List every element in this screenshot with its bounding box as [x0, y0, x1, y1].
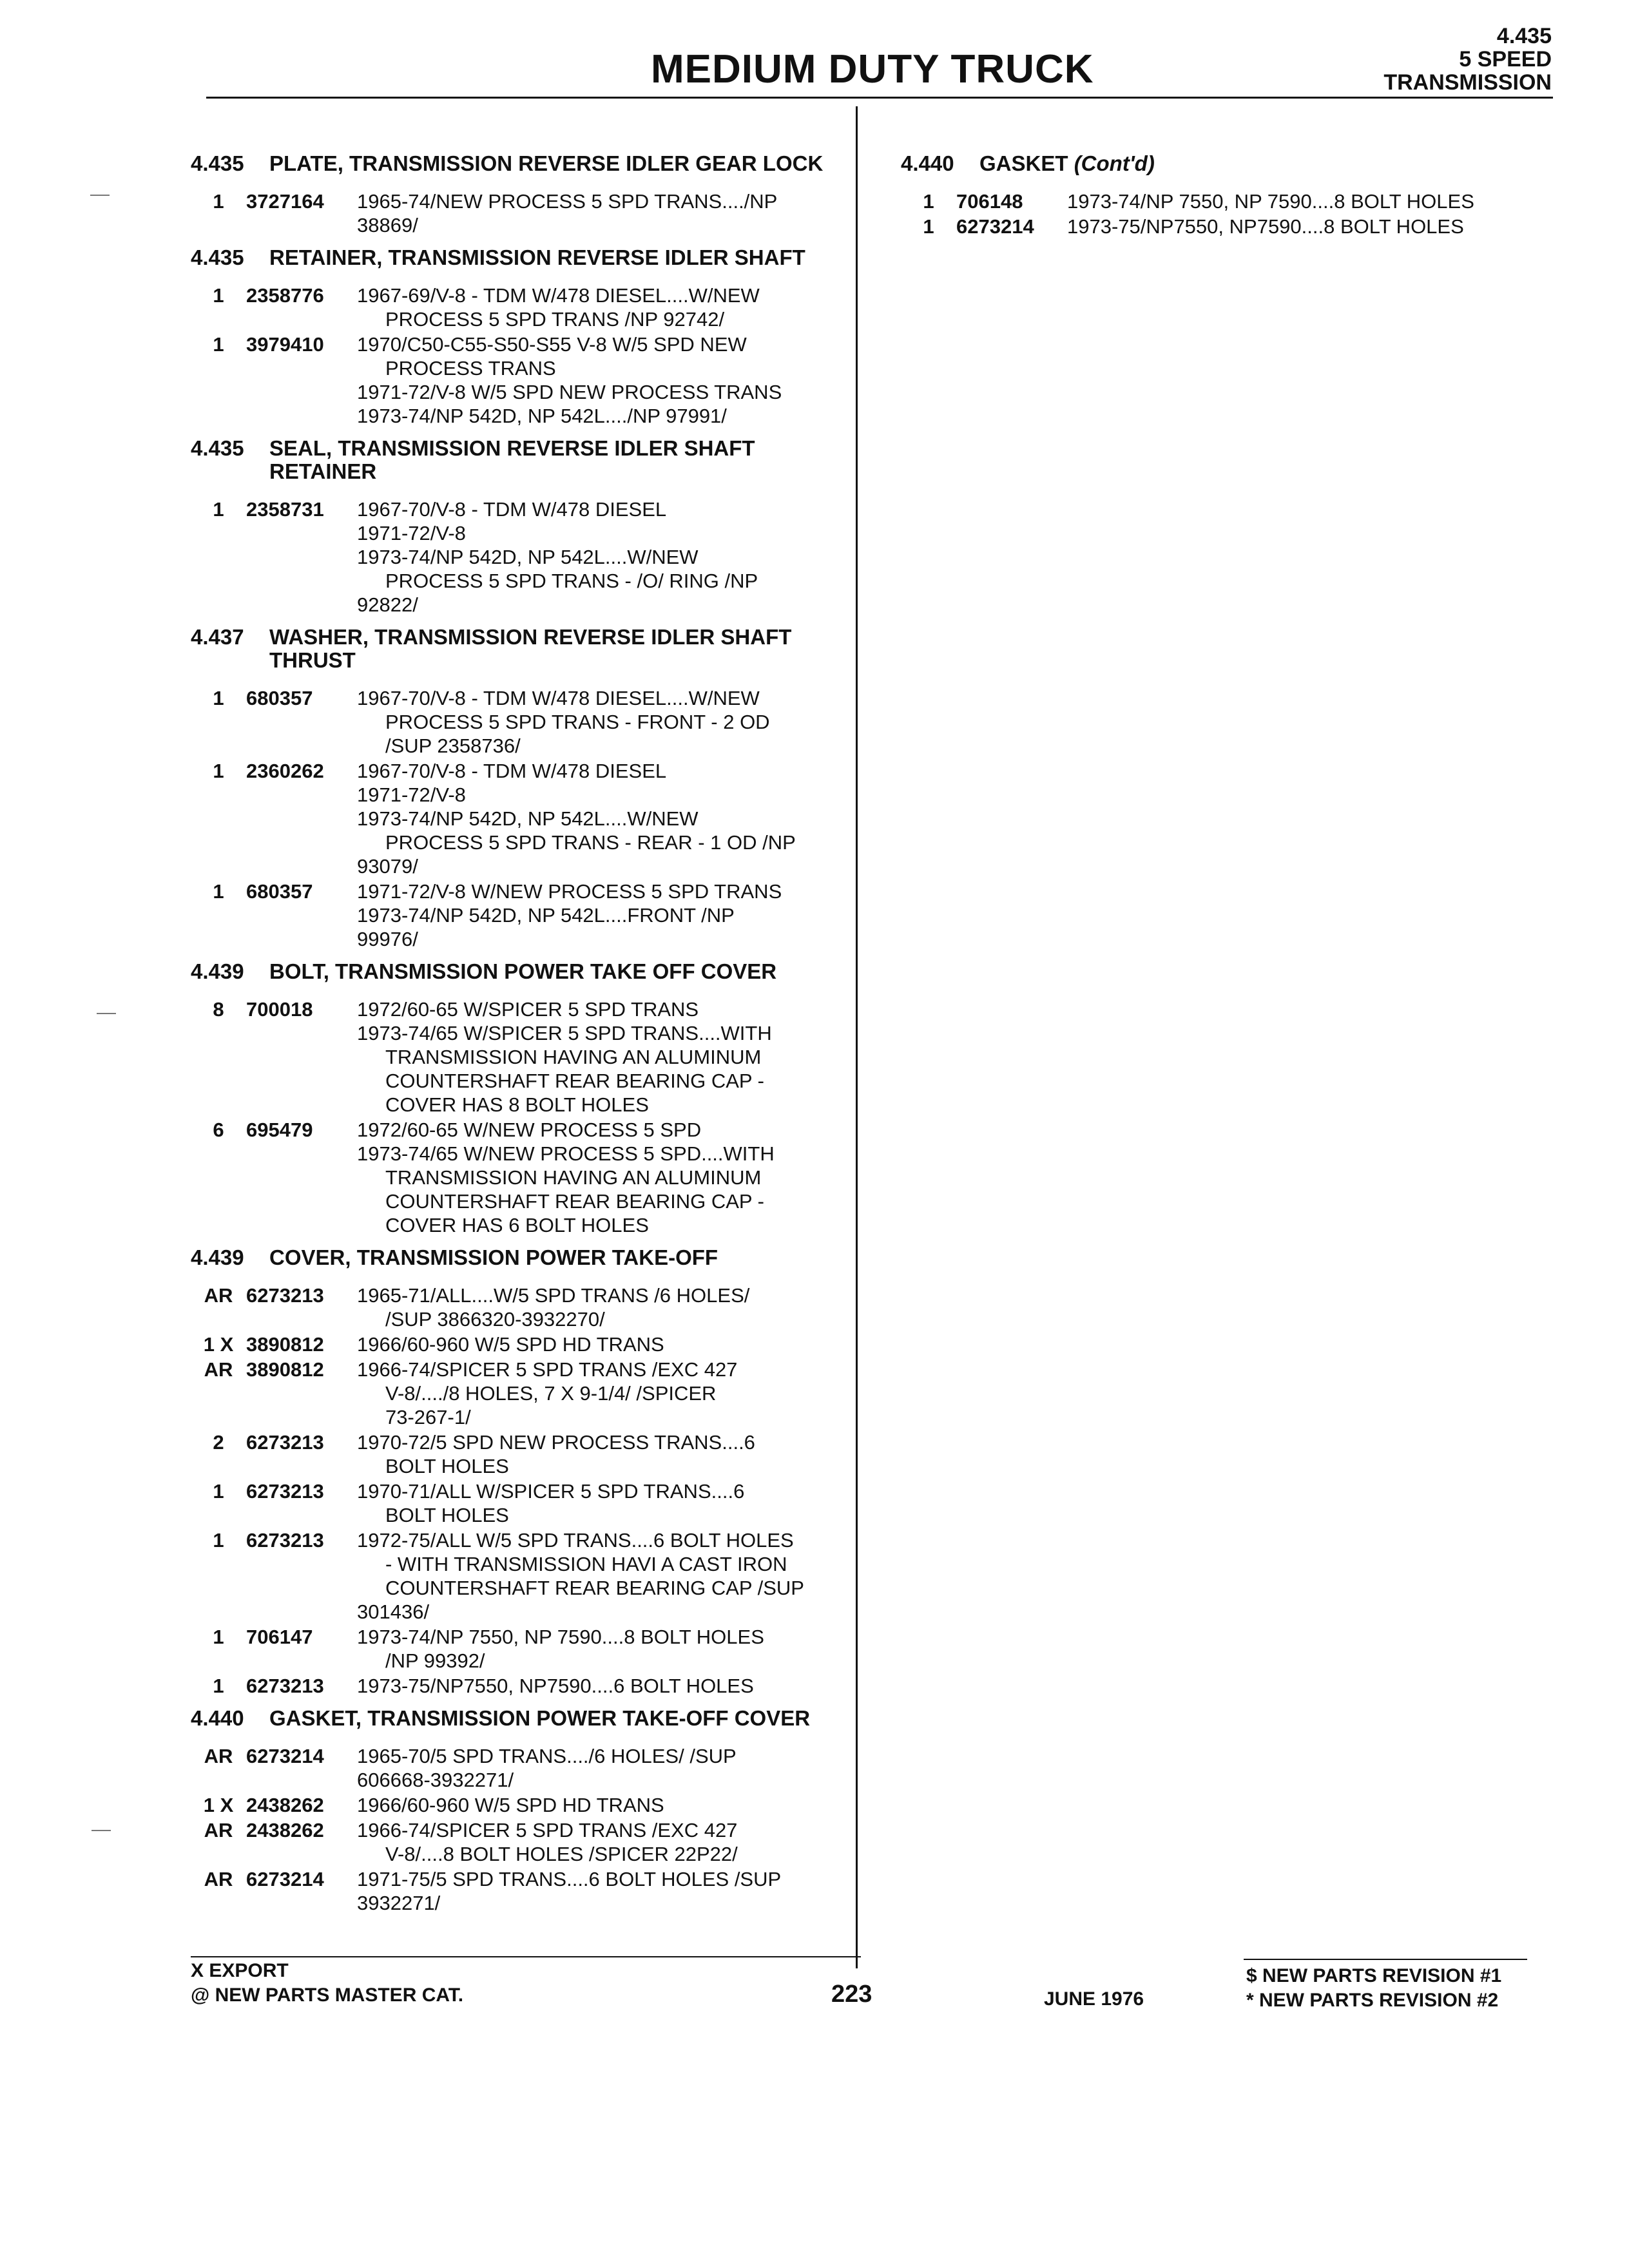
section-title-suffix: (Cont'd) — [1074, 151, 1155, 175]
description-line: /SUP 3866320-3932270/ — [385, 1308, 605, 1331]
entry-description — [357, 332, 848, 428]
description-line: 73-267-1/ — [385, 1406, 471, 1428]
entry-part-number: 680357 — [246, 880, 313, 903]
entry-part-number: 706148 — [956, 190, 1023, 213]
entry-part-number: 2360262 — [246, 760, 324, 782]
section-header-block — [1383, 24, 1552, 94]
entry-part-number: 2438262 — [246, 1819, 324, 1841]
description-line: 1973-74/NP 542D, NP 542L....W/NEW — [357, 546, 699, 568]
description-line: 93079/ — [357, 855, 418, 878]
entry-part-number: 706147 — [246, 1626, 313, 1648]
entry-description — [357, 1430, 848, 1478]
parts-section — [191, 152, 848, 237]
entry-description — [357, 1818, 848, 1866]
parts-section — [901, 152, 1558, 238]
entry-part-number: 3979410 — [246, 333, 324, 356]
description-line: 1971-72/V-8 W/5 SPD NEW PROCESS TRANS — [357, 381, 782, 403]
description-line: COUNTERSHAFT REAR BEARING CAP - — [385, 1190, 764, 1213]
entry-part-number: 6273213 — [246, 1480, 324, 1503]
entry-description — [357, 759, 848, 878]
part-entry — [191, 1430, 848, 1478]
description-line: 1971-72/V-8 W/NEW PROCESS 5 SPD TRANS — [357, 880, 782, 903]
section-subtitle-2: TRANSMISSION — [1383, 70, 1552, 95]
footer-rule — [191, 1956, 861, 1957]
section-title: PLATE, TRANSMISSION REVERSE IDLER GEAR LOCK — [269, 151, 824, 175]
part-entry — [191, 332, 848, 428]
entry-description — [357, 1793, 848, 1817]
entry-quantity: 1 X — [203, 1333, 234, 1356]
part-entry — [191, 189, 848, 237]
publication-date: JUNE 1976 — [1044, 1988, 1144, 2010]
description-line: PROCESS 5 SPD TRANS - FRONT - 2 OD — [385, 711, 770, 733]
entry-part-number: 680357 — [246, 687, 313, 709]
entry-description — [357, 879, 848, 951]
entry-quantity: AR — [204, 1868, 233, 1890]
section-heading — [901, 152, 1558, 175]
entry-part-number: 3890812 — [246, 1358, 324, 1381]
entry-description — [1067, 189, 1558, 213]
description-line: 99976/ — [357, 928, 418, 950]
section-subtitle-1: 5 SPEED — [1459, 47, 1552, 72]
description-line: V-8/....8 BOLT HOLES /SPICER 22P22/ — [385, 1843, 738, 1865]
part-entry — [191, 1332, 848, 1356]
entry-quantity: 1 — [213, 1675, 224, 1697]
entry-description — [357, 1358, 848, 1429]
part-entry — [191, 1479, 848, 1527]
entry-quantity: 1 — [213, 1480, 224, 1503]
entry-part-number: 6273213 — [246, 1529, 324, 1552]
header-rule — [206, 97, 1553, 99]
page-number: 223 — [831, 1981, 872, 2008]
part-entry — [191, 1528, 848, 1624]
part-entry — [191, 1867, 848, 1915]
margin-tick — [97, 1013, 116, 1014]
description-line: 1967-69/V-8 - TDM W/478 DIESEL....W/NEW — [357, 284, 760, 307]
description-line: 1971-75/5 SPD TRANS....6 BOLT HOLES /SUP — [357, 1868, 782, 1890]
entry-description — [357, 1332, 848, 1356]
description-line: 1972/60-65 W/SPICER 5 SPD TRANS — [357, 998, 699, 1021]
description-line: TRANSMISSION HAVING AN ALUMINUM — [385, 1046, 762, 1068]
description-line: 1973-74/NP 7550, NP 7590....8 BOLT HOLES — [1067, 190, 1474, 213]
description-line: 1971-72/V-8 — [357, 522, 466, 544]
description-line: 1973-74/NP 542D, NP 542L....FRONT /NP — [357, 904, 735, 927]
part-entry — [901, 215, 1558, 238]
description-line: 1967-70/V-8 - TDM W/478 DIESEL — [357, 760, 667, 782]
description-line: 92822/ — [357, 593, 418, 616]
entry-description — [357, 1528, 848, 1624]
entry-quantity: 6 — [213, 1119, 224, 1141]
parts-section — [191, 437, 848, 617]
section-title — [979, 152, 1558, 175]
description-line: 1973-74/NP 542D, NP 542L..../NP 97991/ — [357, 405, 727, 427]
section-title: SEAL, TRANSMISSION REVERSE IDLER SHAFT RETAINER — [269, 436, 755, 483]
section-number: 4.435 — [191, 245, 244, 269]
description-line: PROCESS 5 SPD TRANS - /O/ RING /NP — [385, 570, 758, 592]
description-line: 1972/60-65 W/NEW PROCESS 5 SPD — [357, 1119, 702, 1141]
section-title: WASHER, TRANSMISSION REVERSE IDLER SHAFT THRUST — [269, 625, 792, 672]
section-code: 4.435 — [1496, 24, 1552, 48]
entry-part-number: 2358776 — [246, 284, 324, 307]
entry-description — [357, 284, 848, 331]
entry-description — [357, 997, 848, 1117]
description-line: V-8/..../8 HOLES, 7 X 9-1/4/ /SPICER — [385, 1382, 717, 1405]
description-line: 1966/60-960 W/5 SPD HD TRANS — [357, 1794, 664, 1816]
entry-quantity: AR — [204, 1819, 233, 1841]
entry-part-number: 2438262 — [246, 1794, 324, 1816]
description-line: 38869/ — [357, 214, 418, 236]
revision-1: $ NEW PARTS REVISION #1 — [1246, 1965, 1502, 1986]
description-line: 1973-74/65 W/SPICER 5 SPD TRANS....WITH — [357, 1022, 772, 1044]
section-heading — [191, 246, 848, 269]
section-heading — [191, 960, 848, 983]
entry-part-number: 2358731 — [246, 498, 324, 521]
part-entry — [191, 1358, 848, 1429]
right-column — [901, 143, 1558, 241]
part-entry — [191, 1625, 848, 1673]
part-entry — [191, 1793, 848, 1817]
description-line: - WITH TRANSMISSION HAVI A CAST IRON — [385, 1553, 787, 1575]
section-heading — [191, 437, 848, 483]
part-entry — [901, 189, 1558, 213]
parts-section — [191, 1246, 848, 1698]
margin-tick — [90, 195, 110, 196]
section-title: GASKET, TRANSMISSION POWER TAKE-OFF COVER — [269, 1706, 811, 1730]
section-number: 4.440 — [901, 151, 954, 175]
entry-quantity: 1 X — [203, 1794, 234, 1816]
entry-quantity: 1 — [213, 284, 224, 307]
parts-section — [191, 246, 848, 428]
description-line: 3932271/ — [357, 1892, 441, 1914]
entry-quantity: AR — [204, 1284, 233, 1307]
entry-quantity: 8 — [213, 998, 224, 1021]
entry-quantity: 1 — [923, 215, 934, 238]
description-line: 1972-75/ALL W/5 SPD TRANS....6 BOLT HOLES — [357, 1529, 794, 1552]
description-line: 1967-70/V-8 - TDM W/478 DIESEL....W/NEW — [357, 687, 760, 709]
entry-description — [1067, 215, 1558, 238]
description-line: 1973-74/NP 7550, NP 7590....8 BOLT HOLES — [357, 1626, 764, 1648]
description-line: BOLT HOLES — [385, 1504, 509, 1526]
description-line: PROCESS 5 SPD TRANS - REAR - 1 OD /NP — [385, 831, 796, 854]
description-line: 1970-72/5 SPD NEW PROCESS TRANS....6 — [357, 1431, 755, 1454]
revision-legend — [1246, 1964, 1501, 2013]
description-line: PROCESS 5 SPD TRANS /NP 92742/ — [385, 308, 725, 331]
section-number: 4.439 — [191, 1245, 244, 1269]
entry-quantity: 1 — [213, 880, 224, 903]
entry-list — [901, 189, 1558, 238]
section-number: 4.435 — [191, 151, 244, 175]
part-entry — [191, 497, 848, 617]
description-line: 1967-70/V-8 - TDM W/478 DIESEL — [357, 498, 667, 521]
part-entry — [191, 879, 848, 951]
entry-part-number: 3890812 — [246, 1333, 324, 1356]
parts-section — [191, 960, 848, 1237]
legend-export: X EXPORT — [191, 1960, 289, 1981]
section-title: COVER, TRANSMISSION POWER TAKE-OFF — [269, 1245, 718, 1269]
entry-description — [357, 497, 848, 617]
part-entry — [191, 997, 848, 1117]
description-line: 1973-75/NP7550, NP7590....8 BOLT HOLES — [1067, 215, 1464, 238]
entry-description — [357, 1283, 848, 1331]
part-entry — [191, 284, 848, 331]
description-line: COUNTERSHAFT REAR BEARING CAP /SUP — [385, 1577, 804, 1599]
entry-quantity: AR — [204, 1358, 233, 1381]
entry-part-number: 6273213 — [246, 1431, 324, 1454]
description-line: 1965-74/NEW PROCESS 5 SPD TRANS..../NP — [357, 190, 778, 213]
entry-description — [357, 1479, 848, 1527]
description-line: 1966-74/SPICER 5 SPD TRANS /EXC 427 — [357, 1819, 738, 1841]
part-entry — [191, 1283, 848, 1331]
entry-description — [357, 1674, 848, 1698]
part-entry — [191, 1818, 848, 1866]
entry-description — [357, 1867, 848, 1915]
footer-legend — [191, 1959, 463, 2008]
description-line: 301436/ — [357, 1600, 430, 1623]
section-number: 4.435 — [191, 436, 244, 460]
entry-quantity: 1 — [923, 190, 934, 213]
description-line: 1965-71/ALL....W/5 SPD TRANS /6 HOLES/ — [357, 1284, 750, 1307]
description-line: 606668-3932271/ — [357, 1769, 514, 1791]
description-line: 1966/60-960 W/5 SPD HD TRANS — [357, 1333, 664, 1356]
entry-description — [357, 1744, 848, 1792]
description-line: COUNTERSHAFT REAR BEARING CAP - — [385, 1070, 764, 1092]
part-entry — [191, 1744, 848, 1792]
description-line: 1970-71/ALL W/SPICER 5 SPD TRANS....6 — [357, 1480, 745, 1503]
part-entry — [191, 686, 848, 758]
description-line: COVER HAS 6 BOLT HOLES — [385, 1214, 649, 1236]
entry-part-number: 3727164 — [246, 190, 324, 213]
entry-quantity: AR — [204, 1745, 233, 1767]
entry-part-number: 6273214 — [956, 215, 1034, 238]
entry-part-number: 6273213 — [246, 1675, 324, 1697]
entry-description — [357, 686, 848, 758]
parts-section — [191, 626, 848, 951]
entry-quantity: 1 — [213, 687, 224, 709]
entry-part-number: 6273214 — [246, 1745, 324, 1767]
section-number: 4.437 — [191, 625, 244, 649]
entry-quantity: 1 — [213, 498, 224, 521]
description-line: /NP 99392/ — [385, 1649, 485, 1672]
description-line: 1965-70/5 SPD TRANS..../6 HOLES/ /SUP — [357, 1745, 737, 1767]
revision-2: * NEW PARTS REVISION #2 — [1246, 1990, 1499, 2011]
description-line: BOLT HOLES — [385, 1455, 509, 1477]
column-divider — [856, 106, 858, 1968]
section-heading — [191, 1246, 848, 1269]
description-line: COVER HAS 8 BOLT HOLES — [385, 1093, 649, 1116]
description-line: 1973-74/65 W/NEW PROCESS 5 SPD....WITH — [357, 1142, 775, 1165]
description-line: TRANSMISSION HAVING AN ALUMINUM — [385, 1166, 762, 1189]
entry-quantity: 1 — [213, 1529, 224, 1552]
page-title: MEDIUM DUTY TRUCK — [651, 47, 1094, 91]
entry-description — [357, 1625, 848, 1673]
entry-part-number: 695479 — [246, 1119, 313, 1141]
section-number: 4.440 — [191, 1706, 244, 1730]
section-heading — [191, 152, 848, 175]
entry-quantity: 2 — [213, 1431, 224, 1454]
footer-rule-right — [1244, 1959, 1527, 1960]
entry-part-number: 6273214 — [246, 1868, 324, 1890]
description-line: 1970/C50-C55-S50-S55 V-8 W/5 SPD NEW — [357, 333, 747, 356]
section-number: 4.439 — [191, 959, 244, 983]
entry-description — [357, 189, 848, 237]
part-entry — [191, 759, 848, 878]
description-line: 1973-74/NP 542D, NP 542L....W/NEW — [357, 807, 699, 830]
entry-description — [357, 1118, 848, 1237]
left-column — [191, 143, 848, 1917]
part-entry — [191, 1118, 848, 1237]
section-heading — [191, 626, 848, 672]
parts-section — [191, 1707, 848, 1915]
description-line: 1973-75/NP7550, NP7590....6 BOLT HOLES — [357, 1675, 754, 1697]
entry-quantity: 1 — [213, 333, 224, 356]
margin-tick — [92, 1830, 111, 1831]
entry-quantity: 1 — [213, 760, 224, 782]
description-line: 1971-72/V-8 — [357, 783, 466, 806]
entry-part-number: 6273213 — [246, 1284, 324, 1307]
section-heading — [191, 1707, 848, 1730]
section-title-text: GASKET — [979, 151, 1068, 175]
description-line: /SUP 2358736/ — [385, 735, 521, 757]
description-line: PROCESS TRANS — [385, 357, 556, 380]
legend-master-cat: @ NEW PARTS MASTER CAT. — [191, 1984, 464, 2006]
part-entry — [191, 1674, 848, 1698]
entry-quantity: 1 — [213, 1626, 224, 1648]
entry-part-number: 700018 — [246, 998, 313, 1021]
section-title: BOLT, TRANSMISSION POWER TAKE OFF COVER — [269, 959, 777, 983]
section-title: RETAINER, TRANSMISSION REVERSE IDLER SHAFT — [269, 245, 805, 269]
description-line: 1966-74/SPICER 5 SPD TRANS /EXC 427 — [357, 1358, 738, 1381]
entry-quantity: 1 — [213, 190, 224, 213]
